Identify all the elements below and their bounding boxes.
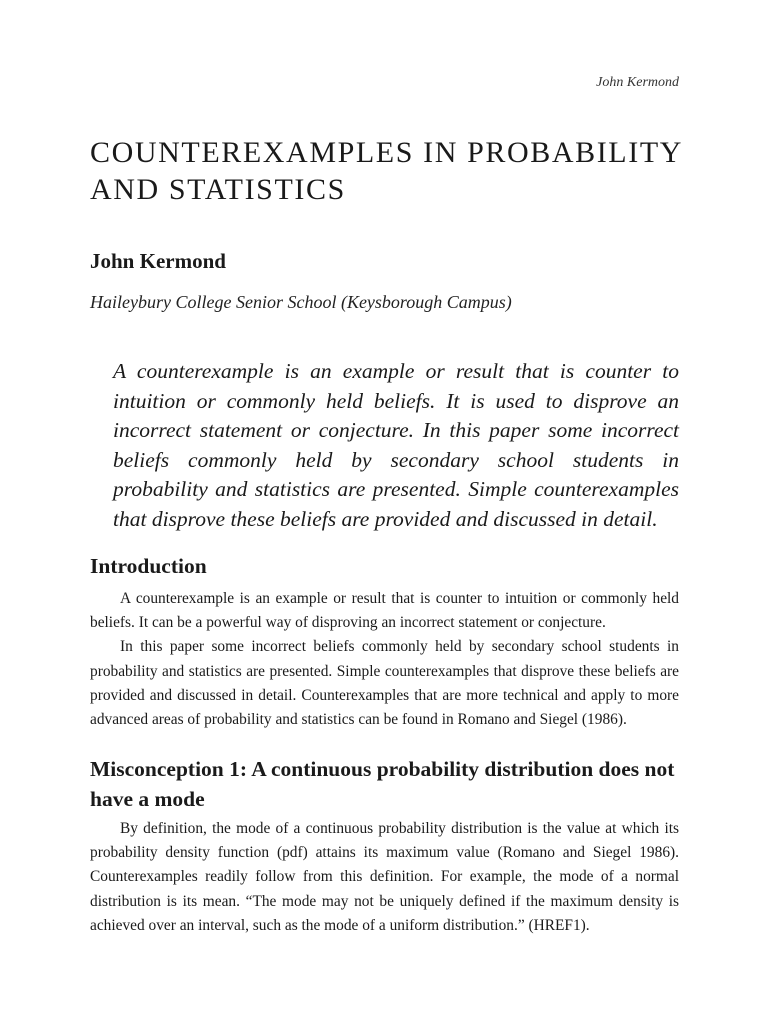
running-head: John Kermond <box>596 75 679 90</box>
author-affiliation: Haileybury College Senior School (Keysborough Campus) <box>90 292 512 312</box>
author-name: John Kermond <box>90 249 226 273</box>
abstract: A counterexample is an example or result that is counter to intuition or commonly held beliefs. It is used to disprove an incorrect statement or conjecture. In this paper some incorrect beliefs commonly held by secondary school students in probability and statistics are presented. Simple counterexamples that disprove these beliefs are provided and discussed in detail. <box>113 359 679 531</box>
paragraph: A counterexample is an example or result that is counter to intuition or commonly held beliefs. It can be a powerful way of disproving an incorrect statement or conjecture. <box>90 590 679 632</box>
paragraph: By definition, the mode of a continuous probability distribution is the value at which its probability density function (pdf) attains its maximum value (Romano and Siegel 1986). Counterexamples readily follow from this definition. For example, the mode of a normal distribution is its mean. “The mode may not be uniquely defined if the maximum density is achieved over an interval, such as the mode of a uniform distribution.” (HREF1). <box>90 820 679 934</box>
section-body-misconception-1 <box>90 817 679 938</box>
paper-title: COUNTEREXAMPLES IN PROBABILITY AND STATISTICS <box>90 136 682 206</box>
section-heading-misconception-1: Misconception 1: A continuous probability distribution does not have a mode <box>90 757 675 811</box>
paragraph: In this paper some incorrect beliefs commonly held by secondary school students in probability and statistics are presented. Simple counterexamples that disprove these beliefs are provided and discussed in detail. Counterexamples that are more technical and apply to more advanced areas of probability and statistics can be found in Romano and Siegel (1986). <box>90 638 679 729</box>
section-heading-introduction: Introduction <box>90 554 207 578</box>
section-body-introduction <box>90 587 679 732</box>
